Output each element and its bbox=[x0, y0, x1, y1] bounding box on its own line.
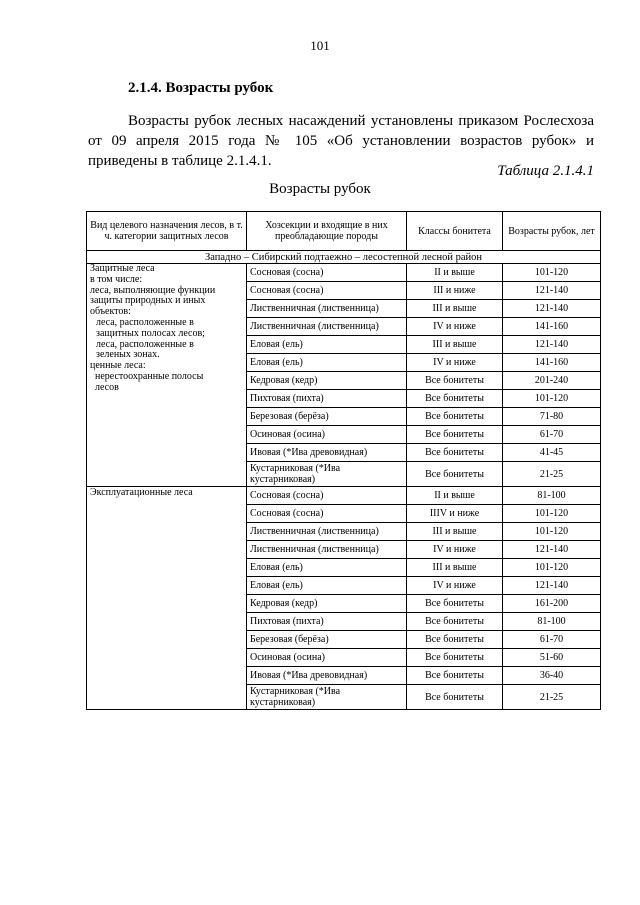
class-cell: Все бонитеты bbox=[407, 667, 503, 685]
header-class: Классы бонитета bbox=[407, 212, 503, 251]
purpose-line: объектов: bbox=[90, 306, 131, 318]
section-heading: 2.1.4. Возрасты рубок bbox=[128, 80, 274, 96]
species-cell: Сосновая (сосна) bbox=[247, 505, 407, 523]
page-number: 101 bbox=[310, 38, 330, 53]
purpose-line: защиты природных и иных bbox=[90, 295, 206, 307]
age-cell: 121-140 bbox=[503, 336, 601, 354]
age-cell: 201-240 bbox=[503, 372, 601, 390]
age-cell: 71-80 bbox=[503, 408, 601, 426]
species-cell: Кедровая (кедр) bbox=[247, 595, 407, 613]
region-row bbox=[87, 251, 601, 264]
species-cell: Березовая (берёза) bbox=[247, 408, 407, 426]
table-row bbox=[87, 264, 601, 282]
species-cell: Сосновая (сосна) bbox=[247, 487, 407, 505]
class-cell: Все бонитеты bbox=[407, 372, 503, 390]
purpose-line: леса, расположенные в bbox=[96, 338, 194, 350]
species-cell: Кедровая (кедр) bbox=[247, 372, 407, 390]
header-age: Возрасты рубок, лет bbox=[503, 212, 601, 251]
purpose-line: лесов bbox=[95, 381, 119, 393]
species-cell: Лиственничная (лиственница) bbox=[247, 318, 407, 336]
cutting-age-table bbox=[86, 211, 601, 710]
age-cell: 21-25 bbox=[503, 462, 601, 487]
class-cell: III и выше bbox=[407, 523, 503, 541]
class-cell: Все бонитеты bbox=[407, 613, 503, 631]
class-cell: Все бонитеты bbox=[407, 390, 503, 408]
age-cell: 81-100 bbox=[503, 613, 601, 631]
purpose-line: в том числе: bbox=[90, 273, 143, 285]
age-cell: 21-25 bbox=[503, 685, 601, 710]
purpose-line: леса, расположенные в bbox=[96, 316, 194, 328]
species-cell: Еловая (ель) bbox=[247, 559, 407, 577]
class-cell: II и выше bbox=[407, 264, 503, 282]
class-cell: III и ниже bbox=[407, 282, 503, 300]
class-cell: Все бонитеты bbox=[407, 444, 503, 462]
species-cell: Пихтовая (пихта) bbox=[247, 613, 407, 631]
age-cell: 161-200 bbox=[503, 595, 601, 613]
species-cell: Еловая (ель) bbox=[247, 577, 407, 595]
table-row bbox=[87, 487, 601, 505]
age-cell: 41-45 bbox=[503, 444, 601, 462]
age-cell: 101-120 bbox=[503, 264, 601, 282]
age-cell: 141-160 bbox=[503, 354, 601, 372]
class-cell: Все бонитеты bbox=[407, 631, 503, 649]
purpose-cell bbox=[87, 487, 247, 710]
age-cell: 121-140 bbox=[503, 300, 601, 318]
age-cell: 81-100 bbox=[503, 487, 601, 505]
purpose-line: Защитные леса bbox=[90, 263, 155, 274]
species-cell: Березовая (берёза) bbox=[247, 631, 407, 649]
table-title: Возрасты рубок bbox=[269, 181, 371, 197]
purpose-line: нерестоохранные полосы bbox=[95, 370, 204, 382]
species-cell: Сосновая (сосна) bbox=[247, 264, 407, 282]
age-cell: 141-160 bbox=[503, 318, 601, 336]
species-cell: Кустарниковая (*Ива кустарниковая) bbox=[247, 685, 407, 710]
class-cell: Все бонитеты bbox=[407, 649, 503, 667]
class-cell: Все бонитеты bbox=[407, 685, 503, 710]
species-cell: Еловая (ель) bbox=[247, 336, 407, 354]
class-cell: IIIV и ниже bbox=[407, 505, 503, 523]
class-cell: IV и ниже bbox=[407, 541, 503, 559]
class-cell: IV и ниже bbox=[407, 577, 503, 595]
age-cell: 51-60 bbox=[503, 649, 601, 667]
species-cell: Ивовая (*Ива древовидная) bbox=[247, 444, 407, 462]
species-cell: Ивовая (*Ива древовидная) bbox=[247, 667, 407, 685]
class-cell: Все бонитеты bbox=[407, 408, 503, 426]
header-purpose: Вид целевого назначения лесов, в т. ч. категории защитных лесов bbox=[87, 212, 247, 251]
region-cell: Западно – Сибирский подтаежно – лесостепной лесной район bbox=[87, 251, 601, 264]
species-cell: Пихтовая (пихта) bbox=[247, 390, 407, 408]
age-cell: 101-120 bbox=[503, 523, 601, 541]
table-number: Таблица 2.1.4.1 bbox=[497, 163, 594, 179]
class-cell: IV и ниже bbox=[407, 318, 503, 336]
purpose-line: Эксплуатационные леса bbox=[90, 487, 193, 498]
class-cell: IV и ниже bbox=[407, 354, 503, 372]
age-cell: 36-40 bbox=[503, 667, 601, 685]
species-cell: Лиственничная (лиственница) bbox=[247, 541, 407, 559]
species-cell: Осиновая (осина) bbox=[247, 426, 407, 444]
class-cell: II и выше bbox=[407, 487, 503, 505]
purpose-line: леса, выполняющие функции bbox=[90, 284, 216, 296]
age-cell: 101-120 bbox=[503, 505, 601, 523]
purpose-line: зеленых зонах. bbox=[96, 349, 160, 361]
class-cell: Все бонитеты bbox=[407, 595, 503, 613]
species-cell: Осиновая (осина) bbox=[247, 649, 407, 667]
species-cell: Лиственничная (лиственница) bbox=[247, 300, 407, 318]
table-body bbox=[87, 251, 601, 710]
age-cell: 61-70 bbox=[503, 631, 601, 649]
purpose-cell bbox=[87, 264, 247, 487]
species-cell: Еловая (ель) bbox=[247, 354, 407, 372]
class-cell: III и выше bbox=[407, 336, 503, 354]
age-cell: 121-140 bbox=[503, 282, 601, 300]
species-cell: Кустарниковая (*Ива кустарниковая) bbox=[247, 462, 407, 487]
purpose-line: защитных полосах лесов; bbox=[96, 327, 205, 339]
species-cell: Лиственничная (лиственница) bbox=[247, 523, 407, 541]
class-cell: Все бонитеты bbox=[407, 462, 503, 487]
table-header-row bbox=[87, 212, 601, 251]
age-cell: 101-120 bbox=[503, 559, 601, 577]
purpose-line: ценные леса: bbox=[90, 360, 146, 372]
age-cell: 121-140 bbox=[503, 541, 601, 559]
age-cell: 121-140 bbox=[503, 577, 601, 595]
age-cell: 101-120 bbox=[503, 390, 601, 408]
intro-paragraph: Возрасты рубок лесных насаждений установлены приказом Рослесхоза от 09 апреля 2015 года № 105 «Об установлении возрастов рубок» и приведены в таблице 2.1.4.1. bbox=[88, 113, 594, 169]
age-cell: 61-70 bbox=[503, 426, 601, 444]
class-cell: III и выше bbox=[407, 559, 503, 577]
class-cell: Все бонитеты bbox=[407, 426, 503, 444]
species-cell: Сосновая (сосна) bbox=[247, 282, 407, 300]
header-species: Хозсекции и входящие в них преобладающие породы bbox=[247, 212, 407, 251]
class-cell: III и выше bbox=[407, 300, 503, 318]
